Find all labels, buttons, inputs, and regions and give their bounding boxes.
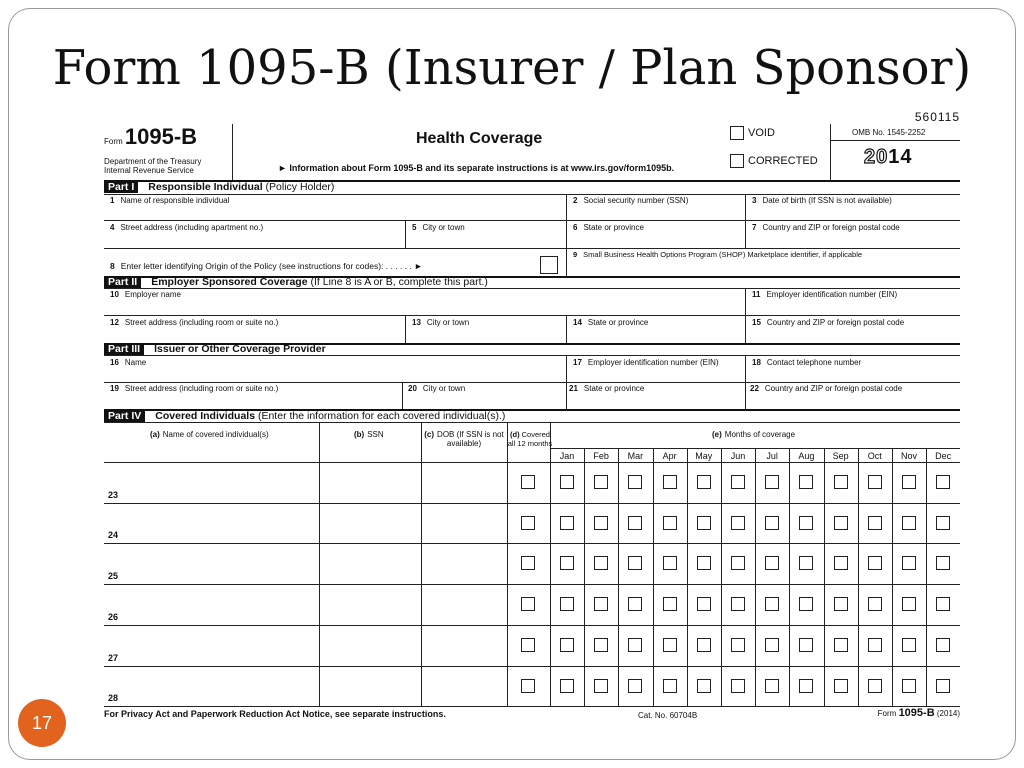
part1-header xyxy=(104,181,334,193)
month-checkbox-aug-row-28[interactable] xyxy=(799,679,813,693)
col-d-letter: (d) xyxy=(510,430,520,439)
month-header-jan: Jan xyxy=(559,451,575,461)
omb-number: OMB No. 1545-2252 xyxy=(852,128,926,137)
month-checkbox-dec-row-28[interactable] xyxy=(936,679,950,693)
div-4-5 xyxy=(405,220,406,248)
month-checkbox-jul-row-25[interactable] xyxy=(765,556,779,570)
month-checkbox-oct-row-25[interactable] xyxy=(868,556,882,570)
grid-column-divider xyxy=(618,448,619,706)
field-12-label: Street address (including room or suite no.) xyxy=(124,318,279,327)
month-checkbox-jan-row-26[interactable] xyxy=(560,597,574,611)
month-checkbox-sep-row-28[interactable] xyxy=(834,679,848,693)
month-header-apr: Apr xyxy=(662,451,677,461)
month-checkbox-aug-row-23[interactable] xyxy=(799,475,813,489)
month-checkbox-jul-row-23[interactable] xyxy=(765,475,779,489)
field-15: 15 Country and ZIP or foreign postal code xyxy=(752,318,905,327)
month-checkbox-dec-row-25[interactable] xyxy=(936,556,950,570)
div-13-14 xyxy=(566,315,567,344)
grid-header-rule xyxy=(104,462,960,463)
form-number: 1095-B xyxy=(124,124,198,149)
month-checkbox-mar-row-25[interactable] xyxy=(628,556,642,570)
month-header-mar: Mar xyxy=(627,451,644,461)
row2-rule xyxy=(104,248,960,249)
part1-tag: Part I xyxy=(104,181,138,193)
part1-title: Responsible Individual xyxy=(148,181,263,193)
void-label: VOID xyxy=(748,127,775,139)
month-checkbox-jul-row-24[interactable] xyxy=(765,516,779,530)
col-c-line2: available) xyxy=(446,439,482,448)
field-11-label: Employer identification number (EIN) xyxy=(766,290,898,299)
col-d-line1: Covered xyxy=(521,430,550,439)
grid-column-divider xyxy=(892,448,893,706)
field-2: 2 Social security number (SSN) xyxy=(573,196,689,205)
field-13: 13 City or town xyxy=(412,318,470,327)
field-21-label: State or province xyxy=(583,384,645,393)
field-18-label: Contact telephone number xyxy=(766,358,862,367)
month-header-may: May xyxy=(695,451,713,461)
field-20: 20 City or town xyxy=(408,384,466,393)
div-8-9 xyxy=(566,248,567,278)
grid-column-divider xyxy=(926,448,927,706)
covered-all-12-checkbox-row-28[interactable] xyxy=(521,679,535,693)
month-header-sep: Sep xyxy=(832,451,849,461)
month-checkbox-aug-row-24[interactable] xyxy=(799,516,813,530)
grid-column-divider xyxy=(687,448,688,706)
month-checkbox-oct-row-24[interactable] xyxy=(868,516,882,530)
field-14-label: State or province xyxy=(587,318,649,327)
div-10-11 xyxy=(745,288,746,344)
field-3: 3 Date of birth (If SSN is not available) xyxy=(752,196,892,205)
field-18: 18 Contact telephone number xyxy=(752,358,862,367)
covered-all-12-checkbox-row-25[interactable] xyxy=(521,556,535,570)
col-b-header xyxy=(354,430,384,439)
part2-tag: Part II xyxy=(104,276,141,288)
month-checkbox-dec-row-23[interactable] xyxy=(936,475,950,489)
department-line2: Internal Revenue Service xyxy=(104,166,194,175)
month-checkbox-jul-row-27[interactable] xyxy=(765,638,779,652)
month-checkbox-aug-row-27[interactable] xyxy=(799,638,813,652)
field-12: 12 Street address (including room or suite no.) xyxy=(110,318,279,327)
col-e-letter: (e) xyxy=(712,430,722,439)
month-checkbox-apr-row-25[interactable] xyxy=(663,556,677,570)
corrected-label: CORRECTED xyxy=(748,155,818,167)
month-checkbox-jul-row-28[interactable] xyxy=(765,679,779,693)
month-checkbox-may-row-26[interactable] xyxy=(697,597,711,611)
header-divider-right xyxy=(830,124,831,180)
table-row-rule xyxy=(104,503,960,504)
row1-rule xyxy=(104,220,960,221)
col-b-letter: (b) xyxy=(354,430,365,439)
div-17-18 xyxy=(745,355,746,410)
month-checkbox-oct-row-26[interactable] xyxy=(868,597,882,611)
month-checkbox-may-row-25[interactable] xyxy=(697,556,711,570)
month-header-jul: Jul xyxy=(766,451,778,461)
footer-year: (2014) xyxy=(936,709,960,718)
month-header-dec: Dec xyxy=(935,451,952,461)
month-header-oct: Oct xyxy=(867,451,882,461)
div-16-17 xyxy=(566,355,567,410)
month-checkbox-sep-row-23[interactable] xyxy=(834,475,848,489)
field-17: 17 Employer identification number (EIN) xyxy=(573,358,719,367)
grid-column-divider xyxy=(319,422,320,706)
form-title: Health Coverage xyxy=(416,130,543,147)
row-number-25: 25 xyxy=(108,571,119,582)
field-8-label: Enter letter identifying Origin of the Policy (see instructions for codes): . . . . . . ► xyxy=(120,261,423,271)
month-checkbox-jan-row-23[interactable] xyxy=(560,475,574,489)
month-checkbox-nov-row-25[interactable] xyxy=(902,556,916,570)
tax-year-light: 20 xyxy=(864,146,889,168)
part4-head-rule xyxy=(104,422,960,423)
month-checkbox-sep-row-26[interactable] xyxy=(834,597,848,611)
month-checkbox-may-row-27[interactable] xyxy=(697,638,711,652)
month-checkbox-jul-row-26[interactable] xyxy=(765,597,779,611)
month-checkbox-nov-row-28[interactable] xyxy=(902,679,916,693)
part3-title: Issuer or Other Coverage Provider xyxy=(154,343,326,355)
row-number-27: 27 xyxy=(108,652,119,663)
month-checkbox-oct-row-28[interactable] xyxy=(868,679,882,693)
month-header-jun: Jun xyxy=(730,451,746,461)
month-checkbox-oct-row-27[interactable] xyxy=(868,638,882,652)
part3-row1-rule xyxy=(104,382,960,383)
month-checkbox-feb-row-26[interactable] xyxy=(594,597,608,611)
field-17-label: Employer identification number (EIN) xyxy=(587,358,719,367)
footer-form-word: Form xyxy=(877,709,897,718)
grid-column-divider xyxy=(858,448,859,706)
month-checkbox-oct-row-23[interactable] xyxy=(868,475,882,489)
field-11: 11 Employer identification number (EIN) xyxy=(752,290,898,299)
field-8: 8 Enter letter identifying Origin of the Policy (see instructions for codes): . . . . . . ► xyxy=(110,261,423,271)
privacy-notice: For Privacy Act and Paperwork Reduction Act Notice, see separate instructions. xyxy=(104,709,446,719)
month-checkbox-apr-row-23[interactable] xyxy=(663,475,677,489)
table-row-rule xyxy=(104,543,960,544)
table-row-rule xyxy=(104,666,960,667)
col-a-header xyxy=(150,430,269,439)
grid-column-divider xyxy=(824,448,825,706)
table-row-rule xyxy=(104,706,960,707)
grid-column-divider xyxy=(789,448,790,706)
part1-subtitle: (Policy Holder) xyxy=(265,181,335,193)
form-1095b xyxy=(104,110,960,722)
month-checkbox-may-row-23[interactable] xyxy=(697,475,711,489)
field-19: 19 Street address (including room or suite no.) xyxy=(110,384,279,393)
month-checkbox-nov-row-26[interactable] xyxy=(902,597,916,611)
month-checkbox-feb-row-25[interactable] xyxy=(594,556,608,570)
field-9: 9 Small Business Health Options Program (SHOP) Marketplace identifier, if applicable xyxy=(573,250,863,259)
col-a-label: Name of covered individual(s) xyxy=(162,430,269,439)
covered-all-12-checkbox-row-24[interactable] xyxy=(521,516,535,530)
div-19-20 xyxy=(402,382,403,410)
col-b-label: SSN xyxy=(367,430,384,439)
part3-header xyxy=(104,343,326,355)
part4-subtitle: (Enter the information for each covered individual(s).) xyxy=(257,410,506,422)
part3-tag: Part III xyxy=(104,343,144,355)
part2-title: Employer Sponsored Coverage xyxy=(151,276,308,288)
col-c-letter: (c) xyxy=(424,430,435,439)
field-10: 10 Employer name xyxy=(110,290,181,299)
div-1-2 xyxy=(566,194,567,248)
form-word: Form xyxy=(104,137,123,146)
field-6-label: State or province xyxy=(583,223,644,232)
month-checkbox-jun-row-25[interactable] xyxy=(731,556,745,570)
month-checkbox-apr-row-28[interactable] xyxy=(663,679,677,693)
header-divider-left xyxy=(232,124,233,180)
form-number-block xyxy=(104,124,197,150)
field-22-label: Country and ZIP or foreign postal code xyxy=(764,384,903,393)
month-header-feb: Feb xyxy=(593,451,609,461)
part2-row1-rule xyxy=(104,315,960,316)
month-checkbox-aug-row-25[interactable] xyxy=(799,556,813,570)
month-checkbox-jun-row-27[interactable] xyxy=(731,638,745,652)
field-5: 5 City or town xyxy=(412,223,465,232)
row-number-26: 26 xyxy=(108,611,119,622)
month-checkbox-aug-row-26[interactable] xyxy=(799,597,813,611)
month-checkbox-sep-row-27[interactable] xyxy=(834,638,848,652)
part4-header xyxy=(104,410,505,422)
month-checkbox-may-row-24[interactable] xyxy=(697,516,711,530)
part2-head-rule xyxy=(104,288,960,289)
col-e-label: Months of coverage xyxy=(724,430,796,439)
month-checkbox-jan-row-28[interactable] xyxy=(560,679,574,693)
month-checkbox-feb-row-27[interactable] xyxy=(594,638,608,652)
field-4: 4 Street address (including apartment no.) xyxy=(110,223,264,232)
col-d-line2: all 12 months xyxy=(507,439,553,448)
page-number-badge: 17 xyxy=(18,699,66,747)
part4-title: Covered Individuals xyxy=(155,410,256,422)
field-1-label: Name of responsible individual xyxy=(120,196,230,205)
month-checkbox-jan-row-27[interactable] xyxy=(560,638,574,652)
part3-head-rule xyxy=(104,355,960,356)
info-line: ► Information about Form 1095-B and its separate instructions is at www.irs.gov/form1095b. xyxy=(278,163,675,173)
field-16: 16 Name xyxy=(110,358,147,367)
col-a-letter: (a) xyxy=(150,430,160,439)
col-c-header xyxy=(424,430,504,448)
omb-underline xyxy=(830,140,960,141)
void-checkbox[interactable] xyxy=(730,126,744,140)
grid-column-divider xyxy=(653,448,654,706)
month-header-nov: Nov xyxy=(900,451,917,461)
field-3-label: Date of birth (If SSN is not available) xyxy=(762,196,892,205)
month-checkbox-apr-row-26[interactable] xyxy=(663,597,677,611)
field-7-label: Country and ZIP or foreign postal code xyxy=(762,223,900,232)
field-2-label: Social security number (SSN) xyxy=(583,196,689,205)
col-c-line1: DOB (If SSN is not xyxy=(437,430,504,439)
form-code: 560115 xyxy=(914,110,960,124)
footer-form-id xyxy=(878,707,960,719)
month-checkbox-dec-row-26[interactable] xyxy=(936,597,950,611)
table-row-rule xyxy=(104,625,960,626)
field-15-label: Country and ZIP or foreign postal code xyxy=(766,318,905,327)
field-20-label: City or town xyxy=(422,384,466,393)
month-checkbox-jun-row-26[interactable] xyxy=(731,597,745,611)
month-checkbox-apr-row-27[interactable] xyxy=(663,638,677,652)
row-number-24: 24 xyxy=(108,530,119,541)
month-checkbox-jan-row-25[interactable] xyxy=(560,556,574,570)
field-22: 22 Country and ZIP or foreign postal code xyxy=(750,384,903,393)
grid-column-divider xyxy=(721,448,722,706)
month-checkbox-mar-row-26[interactable] xyxy=(628,597,642,611)
field-14: 14 State or province xyxy=(573,318,649,327)
grid-column-divider xyxy=(550,422,551,706)
field-5-label: City or town xyxy=(422,223,465,232)
covered-all-12-checkbox-row-27[interactable] xyxy=(521,638,535,652)
field-7: 7 Country and ZIP or foreign postal code xyxy=(752,223,900,232)
field-1: 1 Name of responsible individual xyxy=(110,196,230,205)
field-10-label: Employer name xyxy=(124,290,181,299)
grid-column-divider xyxy=(507,422,508,706)
month-checkbox-sep-row-24[interactable] xyxy=(834,516,848,530)
month-checkbox-feb-row-23[interactable] xyxy=(594,475,608,489)
month-checkbox-mar-row-28[interactable] xyxy=(628,679,642,693)
covered-all-12-checkbox-row-23[interactable] xyxy=(521,475,535,489)
part1-head-rule xyxy=(104,194,960,195)
month-header-aug: Aug xyxy=(798,451,815,461)
div-2-3 xyxy=(745,194,746,248)
part2-header xyxy=(104,276,488,288)
grid-column-divider xyxy=(755,448,756,706)
tax-year-bold: 14 xyxy=(888,146,913,168)
month-checkbox-may-row-28[interactable] xyxy=(697,679,711,693)
col-d-header xyxy=(507,430,553,448)
row-number-23: 23 xyxy=(108,489,119,500)
covered-all-12-checkbox-row-26[interactable] xyxy=(521,597,535,611)
grid-column-divider xyxy=(421,422,422,706)
month-checkbox-feb-row-24[interactable] xyxy=(594,516,608,530)
field-6: 6 State or province xyxy=(573,223,644,232)
month-checkbox-apr-row-24[interactable] xyxy=(663,516,677,530)
field-21: 21 State or province xyxy=(569,384,645,393)
month-checkbox-feb-row-28[interactable] xyxy=(594,679,608,693)
month-checkbox-jun-row-23[interactable] xyxy=(731,475,745,489)
field-4-label: Street address (including apartment no.) xyxy=(120,223,264,232)
origin-code-box[interactable] xyxy=(540,256,558,274)
footer-form-number: 1095-B xyxy=(898,707,935,719)
grid-column-divider xyxy=(584,448,585,706)
month-checkbox-nov-row-23[interactable] xyxy=(902,475,916,489)
catalog-number: Cat. No. 60704B xyxy=(638,711,698,720)
month-checkbox-mar-row-23[interactable] xyxy=(628,475,642,489)
tax-year xyxy=(864,146,913,169)
month-checkbox-mar-row-24[interactable] xyxy=(628,516,642,530)
part2-subtitle: (If Line 8 is A or B, complete this part.) xyxy=(310,276,488,288)
slide-title: Form 1095-B (Insurer / Plan Sponsor) xyxy=(52,40,972,96)
field-16-label: Name xyxy=(124,358,147,367)
corrected-checkbox[interactable] xyxy=(730,154,744,168)
month-checkbox-jun-row-28[interactable] xyxy=(731,679,745,693)
row-number-28: 28 xyxy=(108,693,119,704)
month-checkbox-jun-row-24[interactable] xyxy=(731,516,745,530)
department-line1: Department of the Treasury xyxy=(104,157,202,166)
field-13-label: City or town xyxy=(426,318,470,327)
div-12-13 xyxy=(405,315,406,344)
month-checkbox-mar-row-27[interactable] xyxy=(628,638,642,652)
month-checkbox-dec-row-27[interactable] xyxy=(936,638,950,652)
month-checkbox-dec-row-24[interactable] xyxy=(936,516,950,530)
col-e-header xyxy=(712,430,795,439)
month-checkbox-nov-row-24[interactable] xyxy=(902,516,916,530)
field-19-label: Street address (including room or suite no.) xyxy=(124,384,279,393)
month-checkbox-sep-row-25[interactable] xyxy=(834,556,848,570)
table-row-rule xyxy=(104,584,960,585)
month-checkbox-nov-row-27[interactable] xyxy=(902,638,916,652)
month-checkbox-jan-row-24[interactable] xyxy=(560,516,574,530)
part4-tag: Part IV xyxy=(104,410,145,422)
field-9-label: Small Business Health Options Program (SHOP) Marketplace identifier, if applicable xyxy=(583,250,863,259)
